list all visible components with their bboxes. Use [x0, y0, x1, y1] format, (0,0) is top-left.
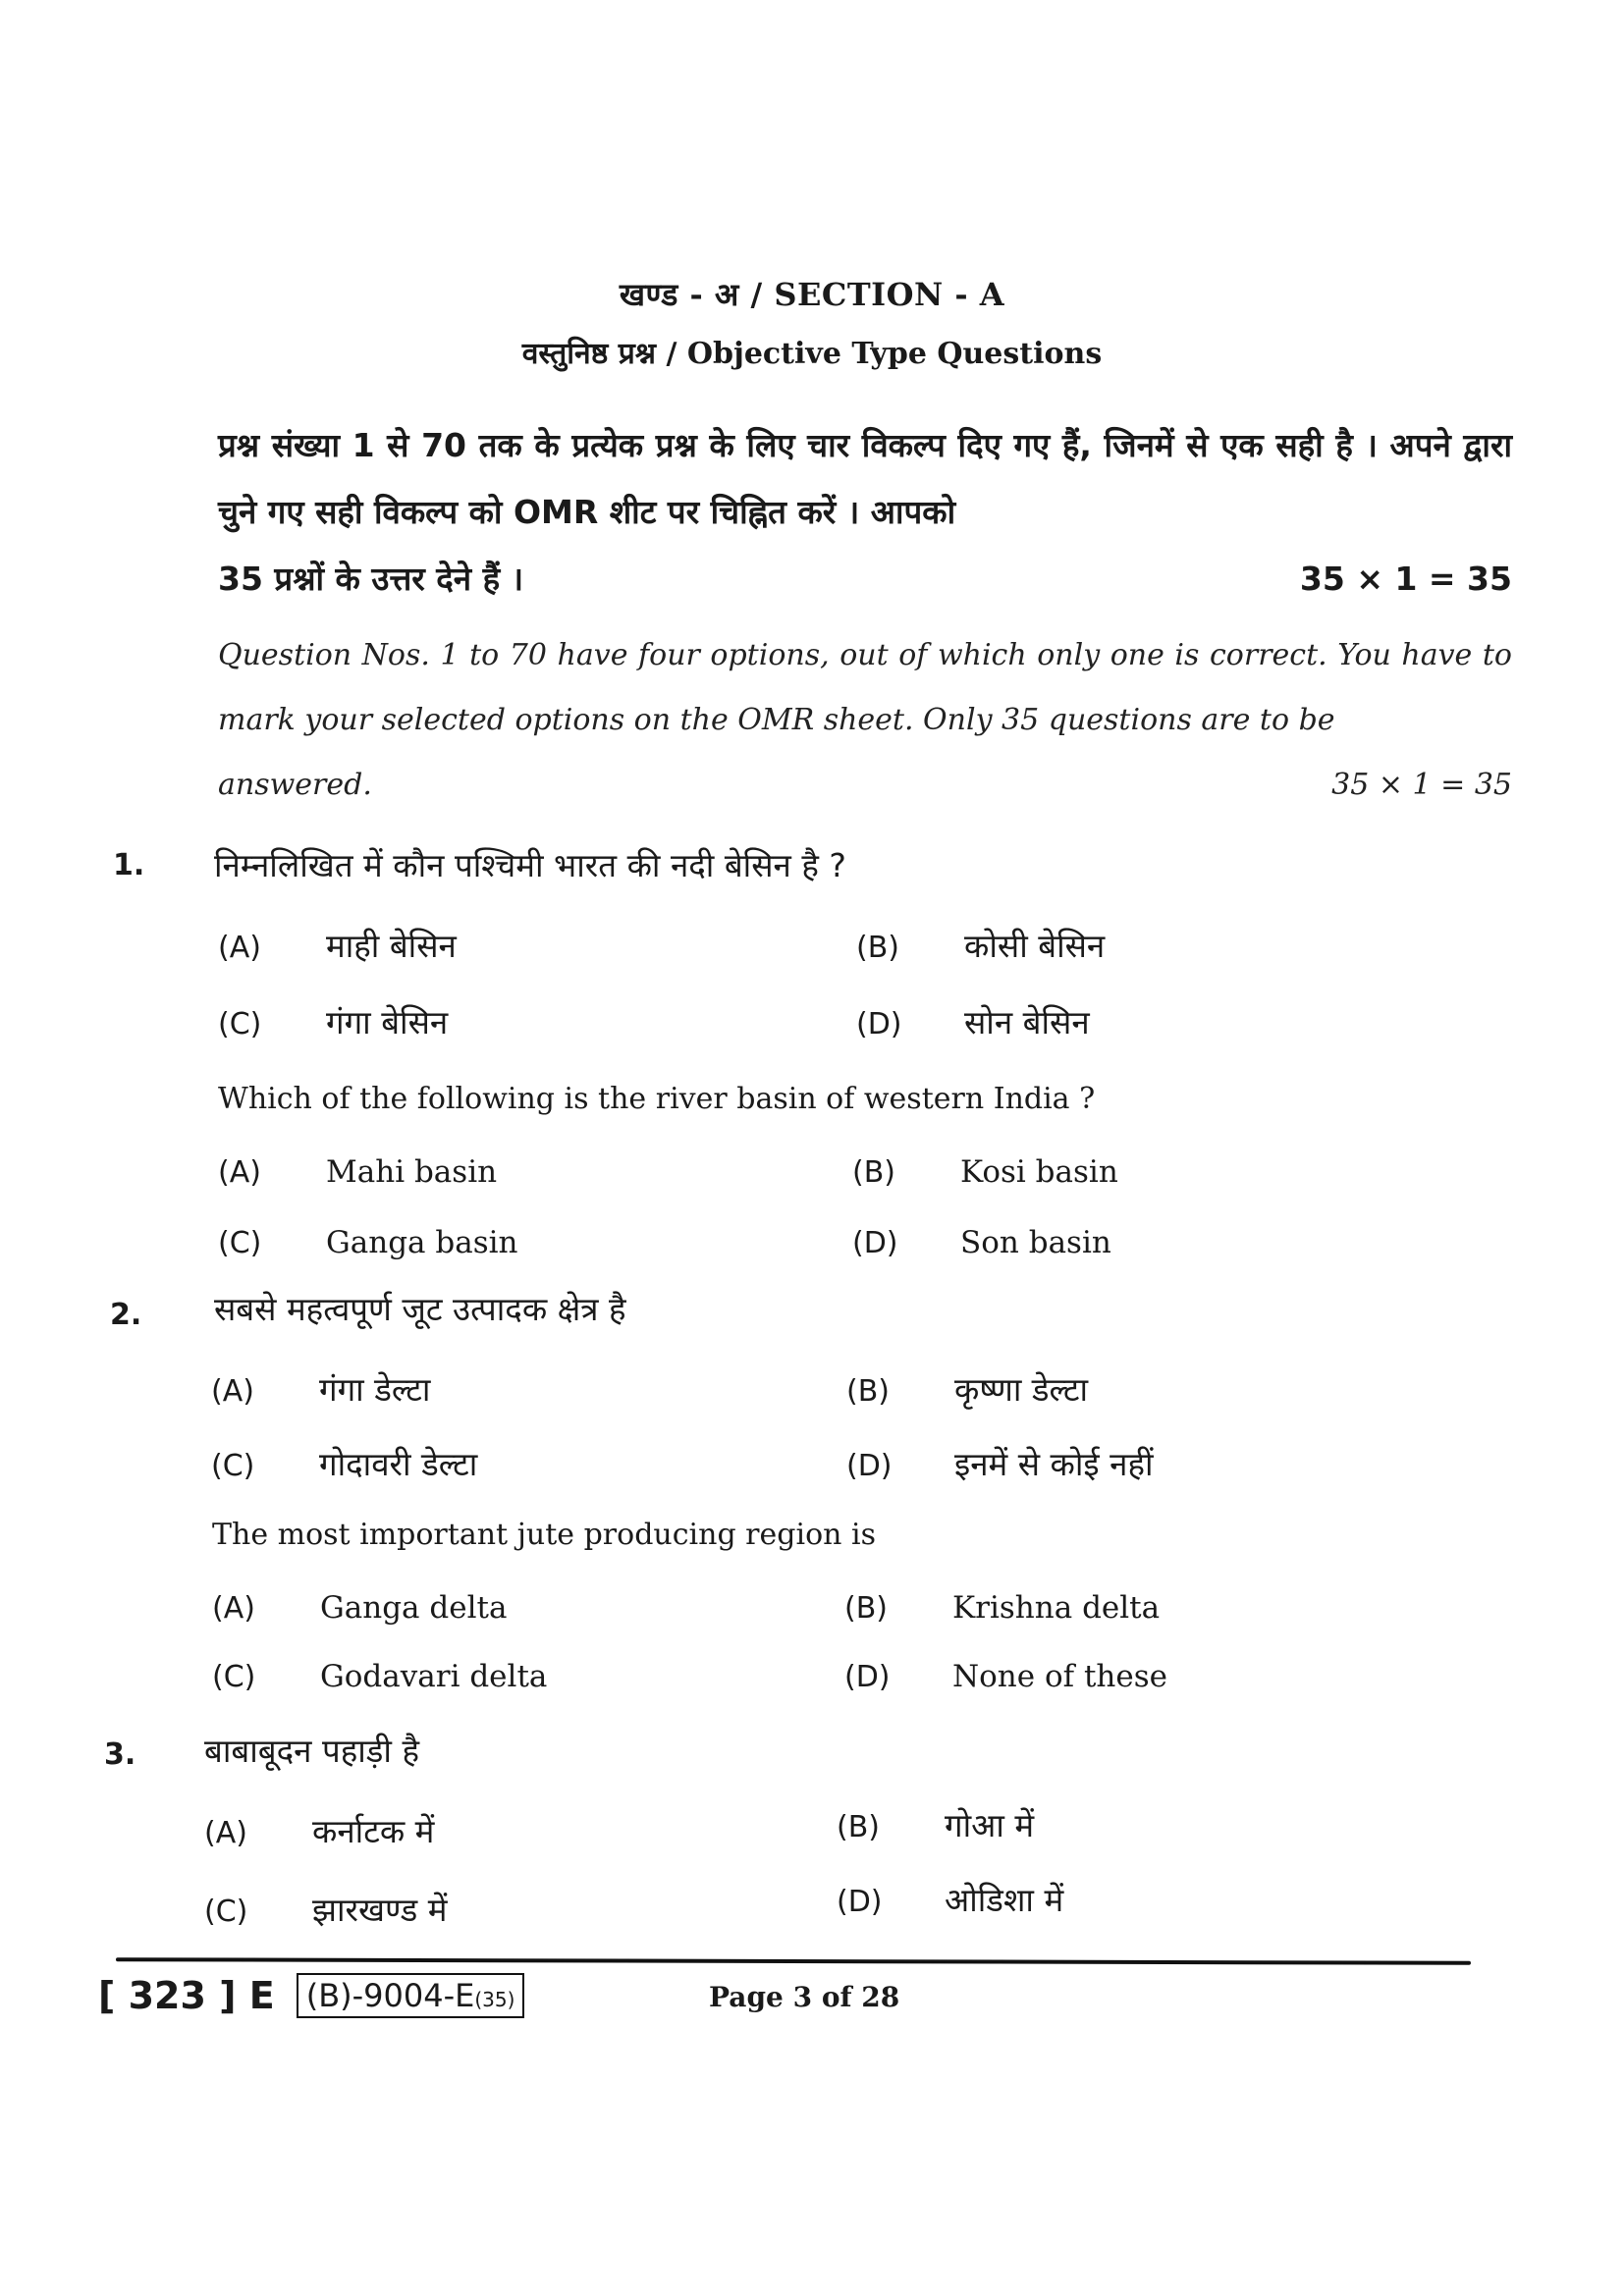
option-text: गंगा डेल्टा — [319, 1370, 431, 1409]
option-text: Godavari delta — [320, 1659, 548, 1694]
footer — [98, 1973, 524, 2018]
option-b-hindi[interactable] — [846, 1366, 1088, 1411]
question-text-english: The most important jute producing region is — [212, 1518, 876, 1552]
section-subtitle: वस्तुनिष्ठ प्रश्न / Objective Type Questions — [521, 337, 1103, 371]
instructions-english-text: Question Nos. 1 to 70 have four options, out of which only one is correct. You have to mark your selected options on the OMR sheet. Only 35 questions are to be — [218, 638, 1512, 737]
instructions-hindi-marks: 35 × 1 = 35 — [1299, 560, 1512, 598]
option-label: (B) — [837, 1810, 880, 1844]
question-text-english: Which of the following is the river basin of western India ? — [218, 1082, 1096, 1116]
page-number: Page 3 of 28 — [709, 1981, 900, 2013]
option-a-hindi[interactable] — [211, 1366, 430, 1411]
option-text: Kosi basin — [960, 1154, 1118, 1190]
option-label: (A) — [211, 1374, 254, 1409]
instructions-english — [218, 623, 1512, 818]
option-d-hindi[interactable] — [837, 1877, 1063, 1921]
option-d-hindi[interactable] — [846, 1441, 1154, 1485]
section-title: खण्ड - अ / SECTION - A — [619, 276, 1005, 313]
option-c-english[interactable] — [212, 1659, 547, 1694]
option-label: (B) — [846, 1374, 890, 1409]
option-c-english[interactable] — [218, 1225, 518, 1260]
option-label: (B) — [844, 1591, 888, 1626]
option-c-hindi[interactable] — [211, 1441, 477, 1485]
instructions-english-marks: 35 × 1 = 35 — [1331, 768, 1512, 802]
option-text: इनमें से कोई नहीं — [954, 1445, 1154, 1483]
option-text: Krishna delta — [952, 1590, 1161, 1626]
option-d-english[interactable] — [844, 1659, 1167, 1694]
option-text: कर्नाटक में — [312, 1812, 435, 1850]
option-text: गोआ में — [945, 1806, 1035, 1844]
option-c-hindi[interactable] — [204, 1887, 448, 1931]
option-a-hindi[interactable] — [204, 1808, 434, 1852]
option-b-english[interactable] — [844, 1590, 1160, 1626]
option-text: झारखण्ड में — [312, 1891, 448, 1929]
option-label: (C) — [204, 1895, 248, 1929]
booklet-suffix: (35) — [474, 1988, 515, 2011]
option-text: गोदावरी डेल्टा — [319, 1445, 478, 1483]
option-text: सोन बेसिन — [964, 1003, 1090, 1041]
option-text: माही बेसिन — [326, 927, 457, 965]
option-label: (C) — [211, 1449, 255, 1483]
option-text: Mahi basin — [326, 1154, 498, 1190]
option-label: (D) — [852, 1226, 898, 1260]
option-label: (B) — [852, 1155, 895, 1190]
option-text: Ganga delta — [320, 1590, 508, 1626]
instructions-english-last: answered. — [218, 768, 372, 802]
option-label: (D) — [837, 1885, 883, 1919]
option-b-english[interactable] — [852, 1154, 1118, 1190]
option-text: None of these — [952, 1659, 1167, 1694]
instructions-hindi-text: प्रश्न संख्या 1 से 70 तक के प्रत्येक प्रश्न के लिए चार विकल्प दिए गए हैं, जिनमें से एक सही है । अपने द्वारा चुने गए सही विकल्प को OMR शीट पर चिह्नित करें । आपको — [218, 426, 1512, 531]
question-number: 1. — [113, 848, 145, 882]
question-number: 3. — [104, 1737, 136, 1772]
question-text-hindi: बाबाबूदन पहाड़ी है — [204, 1732, 419, 1770]
option-text: कोसी बेसिन — [964, 927, 1106, 965]
option-a-hindi[interactable] — [218, 923, 457, 967]
footer-divider — [116, 1957, 1471, 1965]
option-label: (A) — [218, 931, 261, 965]
option-text: ओडिशा में — [945, 1881, 1064, 1919]
option-b-hindi[interactable] — [856, 923, 1105, 967]
question-number: 2. — [110, 1298, 142, 1332]
option-text: Ganga basin — [326, 1225, 518, 1260]
option-label: (A) — [212, 1591, 255, 1626]
question-text-hindi: सबसे महत्वपूर्ण जूट उत्पादक क्षेत्र है — [214, 1290, 626, 1328]
option-text: गंगा बेसिन — [326, 1003, 449, 1041]
option-text: कृष्णा डेल्टा — [954, 1370, 1089, 1409]
booklet-code-box — [297, 1973, 525, 2018]
option-a-english[interactable] — [218, 1154, 497, 1190]
option-c-hindi[interactable] — [218, 999, 448, 1043]
option-label: (A) — [204, 1816, 247, 1850]
option-a-english[interactable] — [212, 1590, 507, 1626]
instructions-hindi-last: 35 प्रश्नों के उत्तर देने हैं । — [218, 560, 524, 598]
option-d-hindi[interactable] — [856, 999, 1090, 1043]
booklet-code: (B)-9004-E — [305, 1977, 475, 2014]
option-label: (B) — [856, 931, 899, 965]
option-label: (C) — [218, 1226, 262, 1260]
option-label: (D) — [846, 1449, 893, 1483]
option-d-english[interactable] — [852, 1225, 1111, 1260]
option-b-hindi[interactable] — [837, 1802, 1034, 1846]
paper-code: [ 323 ] E — [98, 1974, 275, 2017]
instructions-hindi — [218, 412, 1512, 613]
option-label: (D) — [844, 1660, 891, 1694]
option-label: (A) — [218, 1155, 261, 1190]
option-label: (C) — [212, 1660, 256, 1694]
option-label: (C) — [218, 1007, 262, 1041]
question-text-hindi: निम्नलिखित में कौन पश्चिमी भारत की नदी बेसिन है ? — [214, 846, 846, 884]
option-label: (D) — [856, 1007, 902, 1041]
option-text: Son basin — [960, 1225, 1111, 1260]
